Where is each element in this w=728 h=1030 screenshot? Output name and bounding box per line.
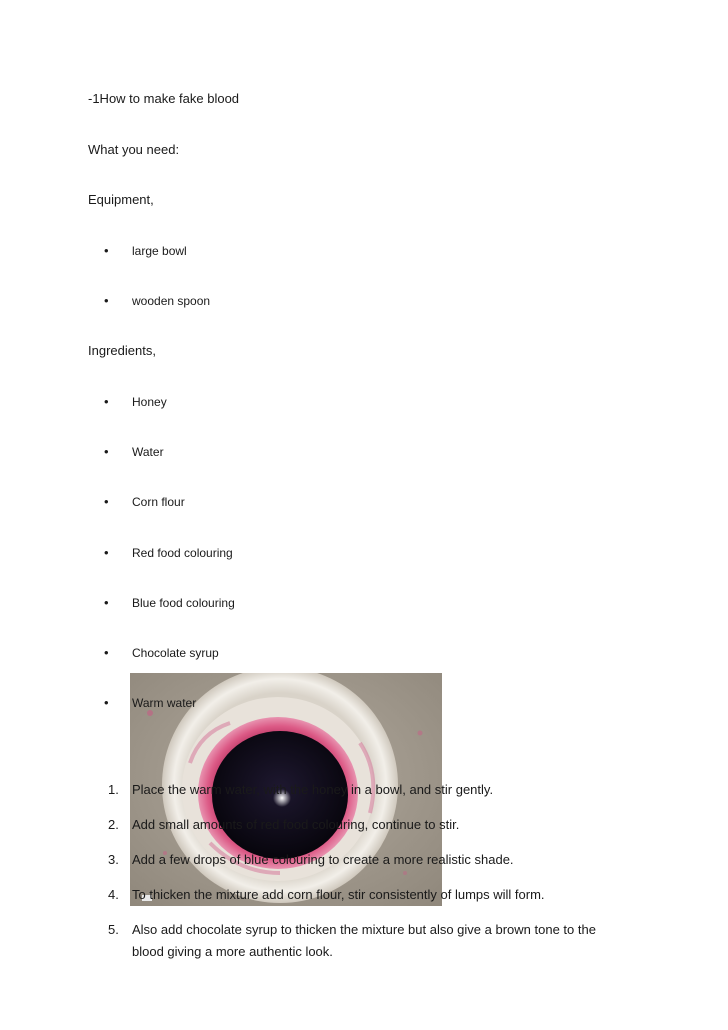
step-number: 1. xyxy=(108,782,119,797)
ingredient-item xyxy=(104,595,728,611)
bullet-glyph: • xyxy=(104,494,109,509)
step-number: 3. xyxy=(108,852,119,867)
step-text-continuation: blood giving a more authentic look. xyxy=(132,944,333,959)
ingredient-item-label: Honey xyxy=(132,395,167,409)
ingredient-item-label: Corn flour xyxy=(132,495,185,509)
bullet-glyph: • xyxy=(104,293,109,308)
step-number: 2. xyxy=(108,817,119,832)
ingredients-heading: Ingredients, xyxy=(88,343,156,358)
ingredient-item xyxy=(104,394,728,410)
bullet-glyph: • xyxy=(104,394,109,409)
ingredient-item xyxy=(104,444,728,460)
equipment-item-label: large bowl xyxy=(132,244,187,258)
page-title: -1How to make fake blood xyxy=(88,91,240,106)
step-text: Add a few drops of blue colouring to create a more realistic shade. xyxy=(132,852,514,867)
ingredient-item xyxy=(104,494,728,510)
ingredient-item-label: Chocolate syrup xyxy=(132,646,219,660)
step-text: Also add chocolate syrup to thicken the mixture but also give a brown tone to the xyxy=(132,922,596,937)
ingredient-item-label: Blue food colouring xyxy=(132,596,235,610)
equipment-item-label: wooden spoon xyxy=(132,294,211,308)
bullet-glyph: • xyxy=(104,243,109,258)
step-number: 4. xyxy=(108,887,119,902)
step-text: Add small amounts of red food colouring, continue to stir. xyxy=(132,817,460,832)
step-text: Place the warm water, with the honey in a bowl, and stir gently. xyxy=(132,782,494,797)
bullet-glyph: • xyxy=(104,545,109,560)
ingredient-item-label: Red food colouring xyxy=(132,546,233,560)
step-number: 5. xyxy=(108,922,119,937)
ingredient-item xyxy=(104,695,728,711)
equipment-heading: Equipment, xyxy=(88,192,154,207)
ingredient-item xyxy=(104,645,728,661)
bullet-glyph: • xyxy=(104,444,109,459)
ingredient-item-label: Water xyxy=(132,445,164,459)
step-text: To thicken the mixture add corn flour, stir consistently of lumps will form. xyxy=(132,887,545,902)
ingredient-item xyxy=(104,545,728,561)
bullet-glyph: • xyxy=(104,595,109,610)
ingredient-item-label: Warm water xyxy=(132,696,197,710)
bullet-glyph: • xyxy=(104,645,109,660)
equipment-item xyxy=(104,293,728,309)
bullet-glyph: • xyxy=(104,695,109,710)
equipment-item xyxy=(104,243,728,259)
what-you-need-heading: What you need: xyxy=(88,142,180,157)
